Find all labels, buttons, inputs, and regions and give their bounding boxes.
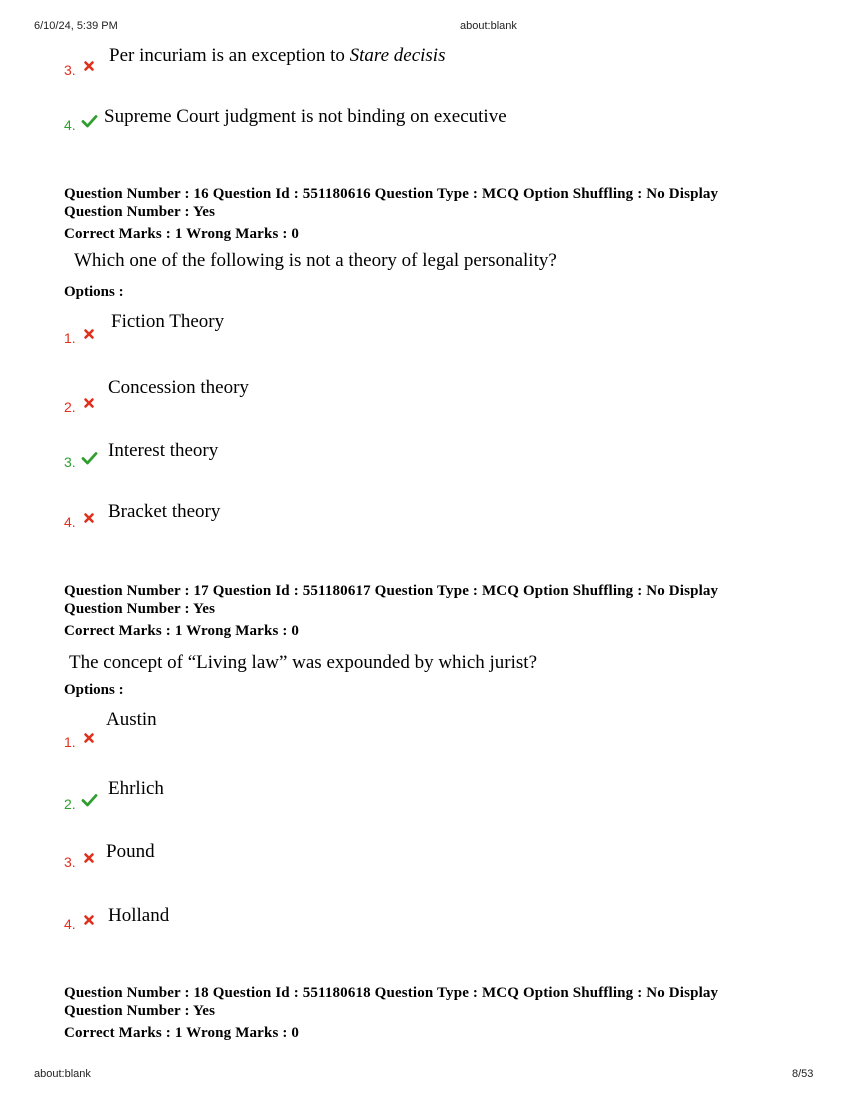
cross-icon xyxy=(82,851,96,865)
option-text: Concession theory xyxy=(108,377,249,398)
print-title: about:blank xyxy=(460,20,517,32)
option-text: Austin xyxy=(106,709,157,730)
option-number: 2. xyxy=(64,399,76,415)
option-text: Holland xyxy=(108,905,170,926)
question-meta: Question Number : Yes xyxy=(64,204,216,220)
print-page-number: 8/53 xyxy=(792,1068,814,1080)
option-text-italic: Stare decisis xyxy=(349,45,446,66)
question-meta: Question Number : 18 Question Id : 551180618 Question Type : MCQ Option Shuffling : No Display xyxy=(64,985,719,1001)
question-marks: Correct Marks : 1 Wrong Marks : 0 xyxy=(64,1025,300,1041)
option-text: Fiction Theory xyxy=(111,311,225,332)
question-meta: Question Number : 16 Question Id : 551180616 Question Type : MCQ Option Shuffling : No Display xyxy=(64,186,719,202)
option-number: 2. xyxy=(64,796,76,812)
option-text xyxy=(109,45,445,67)
cross-icon xyxy=(82,731,96,745)
option-text: Supreme Court judgment is not binding on executive xyxy=(104,106,507,127)
cross-icon xyxy=(82,327,96,341)
option-number: 4. xyxy=(64,117,76,133)
print-footer-url: about:blank xyxy=(34,1068,91,1080)
option-text: Interest theory xyxy=(108,440,219,461)
cross-icon xyxy=(82,913,96,927)
options-label: Options : xyxy=(64,682,124,698)
option-text: Bracket theory xyxy=(108,501,221,522)
cross-icon xyxy=(82,59,96,73)
cross-icon xyxy=(82,511,96,525)
question-meta: Question Number : Yes xyxy=(64,1003,216,1019)
question-text: Which one of the following is not a theory of legal personality? xyxy=(74,250,557,271)
option-text-plain: Per incuriam is an exception to xyxy=(109,45,350,66)
check-icon xyxy=(81,793,98,807)
print-datetime: 6/10/24, 5:39 PM xyxy=(34,20,118,32)
option-number: 1. xyxy=(64,330,76,346)
question-meta: Question Number : Yes xyxy=(64,601,216,617)
cross-icon xyxy=(82,396,96,410)
question-marks: Correct Marks : 1 Wrong Marks : 0 xyxy=(64,623,300,639)
option-text: Pound xyxy=(106,841,155,862)
question-marks: Correct Marks : 1 Wrong Marks : 0 xyxy=(64,226,300,242)
option-number: 1. xyxy=(64,734,76,750)
option-number: 4. xyxy=(64,916,76,932)
question-meta: Question Number : 17 Question Id : 551180617 Question Type : MCQ Option Shuffling : No Display xyxy=(64,583,719,599)
option-number: 3. xyxy=(64,454,76,470)
option-text: Ehrlich xyxy=(108,778,164,799)
options-label: Options : xyxy=(64,284,124,300)
check-icon xyxy=(81,451,98,465)
option-number: 3. xyxy=(64,62,76,78)
option-number: 3. xyxy=(64,854,76,870)
check-icon xyxy=(81,114,98,128)
option-number: 4. xyxy=(64,514,76,530)
question-text: The concept of “Living law” was expounded by which jurist? xyxy=(69,652,537,673)
